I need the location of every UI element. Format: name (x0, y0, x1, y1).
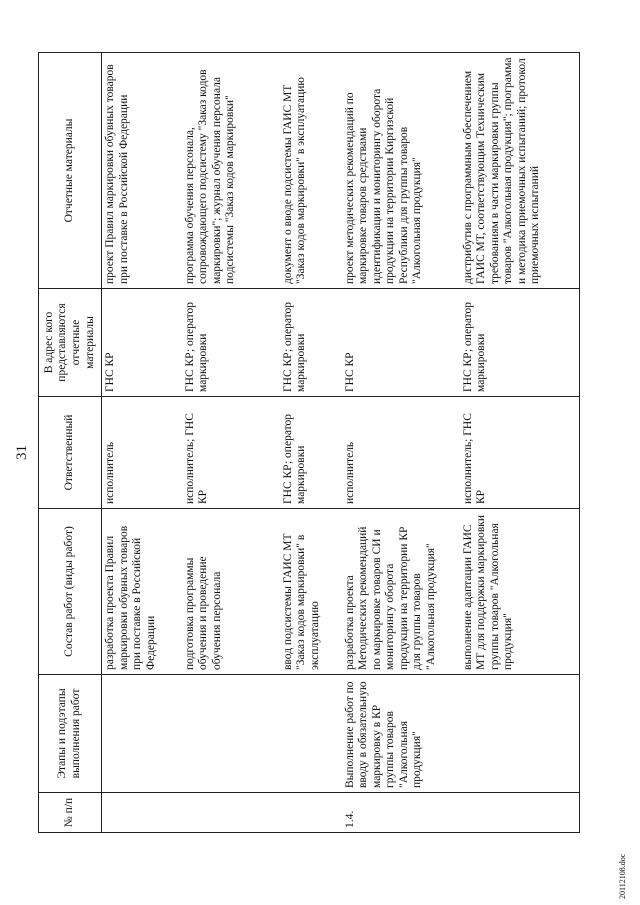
row-stage (460, 675, 580, 793)
row-composition: ввод подсистемы ГАИС МТ "Заказ кодов маркировки" в эксплуатацию (280, 509, 342, 675)
row-composition: разработка проекта Методических рекомендаций по маркировке товаров СИ и мониторингу оборота продукции на территории КР для группы товаров "Алкогольная продукция" (342, 509, 460, 675)
row-num (280, 793, 342, 833)
table-row (102, 53, 182, 833)
row-composition: выполнение адаптации ГАИС МТ для поддержки маркировки группы товаров "Алкогольная продукция" (460, 509, 580, 675)
row-num (182, 793, 280, 833)
row-responsible: ГНС КР; оператор маркировки (280, 397, 342, 509)
row-recipient: ГНС КР; оператор маркировки (280, 289, 342, 397)
footer-filename: 20112108.doc (618, 853, 627, 899)
table-row (182, 53, 280, 833)
row-num: 1.4. (342, 793, 460, 833)
table-header-row (39, 53, 102, 833)
row-stage (102, 675, 182, 793)
header-composition: Состав работ (виды работ) (39, 509, 102, 675)
header-materials: Отчетные материалы (39, 53, 102, 289)
row-recipient: ГНС КР (342, 289, 460, 397)
table-row (460, 53, 580, 833)
header-num: № п/п (39, 793, 102, 833)
row-materials: документ о вводе подсистемы ГАИС МТ "Заказ кодов маркировки" в эксплуатацию (280, 53, 342, 289)
row-responsible: исполнитель; ГНС КР (460, 397, 580, 509)
row-responsible: исполнитель; ГНС КР (182, 397, 280, 509)
header-stages: Этапы и подэтапы выполнения работ (39, 675, 102, 793)
row-recipient: ГНС КР (102, 289, 182, 397)
row-materials: проект Правил маркировки обувных товаров при поставке в Российской Федерации (102, 53, 182, 289)
row-materials: проект методических рекомендаций по маркировке товаров средствами идентификации и мониторингу оборота продукции на территории Киргизской Республики для группы товаров "Алкогольная продукция" (342, 53, 460, 289)
row-materials: программа обучения персонала, сопровождающего подсистему "Заказ кодов маркировки"; журнал обучения персонала подсистемы "Заказ кодов маркировки" (182, 53, 280, 289)
row-num (102, 793, 182, 833)
row-responsible: исполнитель (342, 397, 460, 509)
table-row (342, 53, 460, 833)
row-composition: разработка проекта Правил маркировки обувных товаров при поставке в Российской Федерации (102, 509, 182, 675)
row-responsible: исполнитель (102, 397, 182, 509)
row-recipient: ГНС КР; оператор маркировки (460, 289, 580, 397)
page-number: 31 (14, 445, 30, 460)
row-num (460, 793, 580, 833)
row-stage (280, 675, 342, 793)
work-stages-table (38, 52, 580, 833)
row-materials: дистрибутив с программным обеспечением ГАИС МТ, соответствующим Техническим требованиям в части маркировки группы товаров "Алкогольная продукция"; программа и методика приемочных испытаний; протокол приемочных испытаний (460, 53, 580, 289)
row-composition: подготовка программы обучения и проведение обучения персонала (182, 509, 280, 675)
header-responsible: Ответственный (39, 397, 102, 509)
table-row (280, 53, 342, 833)
row-recipient: ГНС КР; оператор маркировки (182, 289, 280, 397)
header-recipient: В адрес кого представляются отчетные материалы (39, 289, 102, 397)
row-stage: Выполнение работ по вводу в обязательную маркировку в КР группы товаров "Алкогольная продукция" (342, 675, 460, 793)
row-stage (182, 675, 280, 793)
